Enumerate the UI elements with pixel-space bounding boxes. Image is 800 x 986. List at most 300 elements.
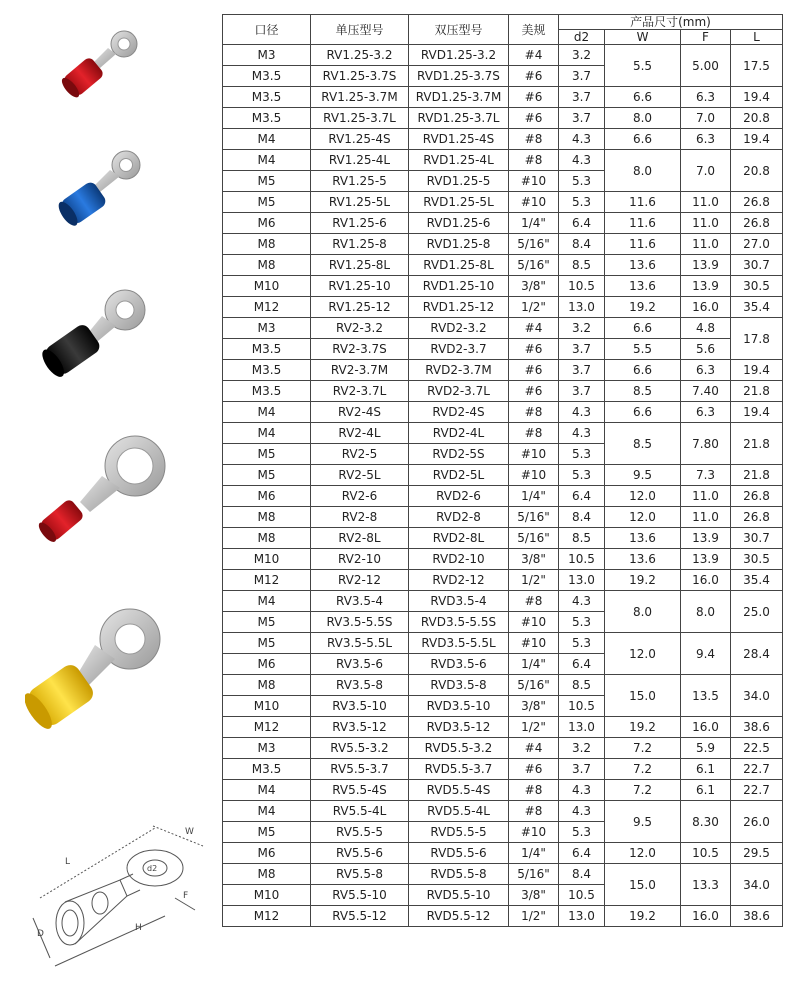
cell-us-standard: 3/8" <box>509 549 559 570</box>
cell-w: 8.0 <box>605 108 681 129</box>
cell-diameter: M12 <box>223 717 311 738</box>
cell-us-standard: #8 <box>509 150 559 171</box>
cell-us-standard: #8 <box>509 129 559 150</box>
cell-f: 13.9 <box>681 549 731 570</box>
table-row <box>223 234 783 255</box>
cell-diameter: M8 <box>223 234 311 255</box>
cell-w: 6.6 <box>605 402 681 423</box>
cell-l: 17.8 <box>731 318 783 360</box>
cell-single-model: RV1.25-4L <box>311 150 409 171</box>
cell-d2: 8.4 <box>559 507 605 528</box>
cell-l: 17.5 <box>731 45 783 87</box>
cell-d2: 3.7 <box>559 66 605 87</box>
cell-us-standard: 1/2" <box>509 570 559 591</box>
dimension-diagram <box>15 818 215 978</box>
cell-single-model: RV1.25-3.7M <box>311 87 409 108</box>
table-row <box>223 486 783 507</box>
cell-d2: 4.3 <box>559 150 605 171</box>
cell-double-model: RVD1.25-8L <box>409 255 509 276</box>
cell-us-standard: #10 <box>509 612 559 633</box>
cell-us-standard: 1/4" <box>509 486 559 507</box>
cell-us-standard: 1/4" <box>509 654 559 675</box>
table-row <box>223 465 783 486</box>
cell-double-model: RVD1.25-3.7M <box>409 87 509 108</box>
cell-single-model: RV3.5-5.5L <box>311 633 409 654</box>
cell-f: 16.0 <box>681 717 731 738</box>
cell-single-model: RV2-4S <box>311 402 409 423</box>
cell-f: 13.9 <box>681 528 731 549</box>
table-row <box>223 549 783 570</box>
cell-single-model: RV1.25-8 <box>311 234 409 255</box>
table-row <box>223 633 783 654</box>
cell-d2: 13.0 <box>559 297 605 318</box>
cell-d2: 8.5 <box>559 675 605 696</box>
cell-l: 30.5 <box>731 276 783 297</box>
table-row <box>223 360 783 381</box>
table-header <box>223 15 783 45</box>
cell-l: 21.8 <box>731 423 783 465</box>
cell-f: 7.0 <box>681 108 731 129</box>
header-us-standard: 美规 <box>509 15 559 45</box>
cell-double-model: RVD3.5-6 <box>409 654 509 675</box>
cell-us-standard: 5/16" <box>509 864 559 885</box>
table-row <box>223 843 783 864</box>
cell-us-standard: 3/8" <box>509 885 559 906</box>
cell-l: 26.8 <box>731 213 783 234</box>
cell-f: 11.0 <box>681 507 731 528</box>
cell-single-model: RV5.5-5 <box>311 822 409 843</box>
cell-double-model: RVD2-3.7 <box>409 339 509 360</box>
cell-single-model: RV2-12 <box>311 570 409 591</box>
cell-f: 7.3 <box>681 465 731 486</box>
cell-single-model: RV3.5-8 <box>311 675 409 696</box>
cell-us-standard: #6 <box>509 360 559 381</box>
cell-l: 26.8 <box>731 486 783 507</box>
cell-single-model: RV3.5-6 <box>311 654 409 675</box>
cell-f: 6.3 <box>681 402 731 423</box>
cell-double-model: RVD3.5-4 <box>409 591 509 612</box>
table-body <box>223 45 783 927</box>
cell-l: 30.5 <box>731 549 783 570</box>
cell-diameter: M5 <box>223 612 311 633</box>
cell-single-model: RV1.25-10 <box>311 276 409 297</box>
cell-diameter: M4 <box>223 801 311 822</box>
cell-us-standard: 5/16" <box>509 234 559 255</box>
blue-ring-terminal-image <box>50 148 160 238</box>
cell-diameter: M6 <box>223 843 311 864</box>
cell-d2: 13.0 <box>559 570 605 591</box>
cell-double-model: RVD1.25-6 <box>409 213 509 234</box>
cell-w: 7.2 <box>605 738 681 759</box>
cell-w: 19.2 <box>605 717 681 738</box>
cell-d2: 10.5 <box>559 549 605 570</box>
cell-double-model: RVD1.25-12 <box>409 297 509 318</box>
cell-d2: 6.4 <box>559 654 605 675</box>
product-image-column <box>0 0 218 986</box>
cell-diameter: M3.5 <box>223 339 311 360</box>
table-row <box>223 780 783 801</box>
cell-double-model: RVD1.25-4L <box>409 150 509 171</box>
cell-double-model: RVD5.5-4L <box>409 801 509 822</box>
table-row <box>223 150 783 171</box>
cell-diameter: M3.5 <box>223 108 311 129</box>
cell-double-model: RVD2-5L <box>409 465 509 486</box>
table-row <box>223 192 783 213</box>
cell-single-model: RV5.5-8 <box>311 864 409 885</box>
cell-d2: 4.3 <box>559 801 605 822</box>
cell-d2: 4.3 <box>559 423 605 444</box>
cell-double-model: RVD3.5-8 <box>409 675 509 696</box>
table-row <box>223 864 783 885</box>
cell-d2: 5.3 <box>559 465 605 486</box>
cell-diameter: M8 <box>223 528 311 549</box>
cell-w: 13.6 <box>605 528 681 549</box>
cell-diameter: M5 <box>223 444 311 465</box>
cell-l: 30.7 <box>731 528 783 549</box>
cell-double-model: RVD3.5-12 <box>409 717 509 738</box>
cell-double-model: RVD1.25-5L <box>409 192 509 213</box>
cell-f: 5.00 <box>681 45 731 87</box>
cell-diameter: M10 <box>223 549 311 570</box>
cell-double-model: RVD2-4L <box>409 423 509 444</box>
cell-diameter: M3 <box>223 318 311 339</box>
cell-double-model: RVD1.25-10 <box>409 276 509 297</box>
cell-w: 12.0 <box>605 486 681 507</box>
cell-l: 22.5 <box>731 738 783 759</box>
header-double-model: 双压型号 <box>409 15 509 45</box>
diagram-label-d: D <box>37 929 44 939</box>
cell-diameter: M3.5 <box>223 759 311 780</box>
cell-f: 5.9 <box>681 738 731 759</box>
table-row <box>223 297 783 318</box>
cell-double-model: RVD5.5-3.7 <box>409 759 509 780</box>
cell-double-model: RVD1.25-3.2 <box>409 45 509 66</box>
header-product-size: 产品尺寸(mm) <box>559 15 783 30</box>
cell-d2: 8.4 <box>559 234 605 255</box>
cell-l: 22.7 <box>731 780 783 801</box>
spec-table <box>222 14 783 927</box>
cell-l: 26.8 <box>731 507 783 528</box>
cell-single-model: RV1.25-6 <box>311 213 409 234</box>
cell-diameter: M10 <box>223 696 311 717</box>
cell-us-standard: #10 <box>509 171 559 192</box>
cell-us-standard: #6 <box>509 66 559 87</box>
red-ring-terminal-large-image <box>30 432 180 552</box>
cell-diameter: M6 <box>223 213 311 234</box>
cell-single-model: RV2-3.2 <box>311 318 409 339</box>
cell-diameter: M5 <box>223 633 311 654</box>
cell-d2: 3.2 <box>559 318 605 339</box>
cell-single-model: RV2-3.7M <box>311 360 409 381</box>
cell-us-standard: #6 <box>509 381 559 402</box>
cell-diameter: M8 <box>223 507 311 528</box>
cell-w: 19.2 <box>605 570 681 591</box>
cell-l: 21.8 <box>731 465 783 486</box>
cell-diameter: M10 <box>223 885 311 906</box>
cell-double-model: RVD2-5S <box>409 444 509 465</box>
cell-l: 19.4 <box>731 402 783 423</box>
cell-double-model: RVD3.5-10 <box>409 696 509 717</box>
cell-diameter: M3.5 <box>223 381 311 402</box>
cell-diameter: M4 <box>223 780 311 801</box>
cell-us-standard: #10 <box>509 465 559 486</box>
cell-l: 26.0 <box>731 801 783 843</box>
cell-double-model: RVD2-6 <box>409 486 509 507</box>
cell-f: 9.4 <box>681 633 731 675</box>
table-row <box>223 423 783 444</box>
cell-f: 10.5 <box>681 843 731 864</box>
cell-d2: 3.7 <box>559 87 605 108</box>
table-row <box>223 402 783 423</box>
cell-f: 7.80 <box>681 423 731 465</box>
cell-d2: 4.3 <box>559 591 605 612</box>
cell-double-model: RVD2-8 <box>409 507 509 528</box>
cell-single-model: RV3.5-10 <box>311 696 409 717</box>
header-l: L <box>731 30 783 45</box>
cell-f: 7.0 <box>681 150 731 192</box>
cell-single-model: RV5.5-4S <box>311 780 409 801</box>
cell-d2: 6.4 <box>559 213 605 234</box>
cell-w: 13.6 <box>605 549 681 570</box>
table-row <box>223 591 783 612</box>
cell-diameter: M4 <box>223 129 311 150</box>
cell-d2: 8.5 <box>559 255 605 276</box>
black-ring-terminal-image <box>40 288 170 388</box>
cell-double-model: RVD5.5-12 <box>409 906 509 927</box>
cell-w: 11.6 <box>605 234 681 255</box>
cell-w: 13.6 <box>605 255 681 276</box>
cell-f: 11.0 <box>681 234 731 255</box>
cell-d2: 3.7 <box>559 759 605 780</box>
cell-f: 6.3 <box>681 360 731 381</box>
cell-us-standard: 1/2" <box>509 717 559 738</box>
cell-l: 38.6 <box>731 906 783 927</box>
cell-us-standard: 1/4" <box>509 213 559 234</box>
cell-f: 16.0 <box>681 297 731 318</box>
cell-f: 8.30 <box>681 801 731 843</box>
cell-single-model: RV5.5-3.2 <box>311 738 409 759</box>
header-single-model: 单压型号 <box>311 15 409 45</box>
diagram-label-w: W <box>185 827 194 837</box>
cell-us-standard: 1/2" <box>509 906 559 927</box>
cell-double-model: RVD1.25-3.7S <box>409 66 509 87</box>
cell-double-model: RVD5.5-10 <box>409 885 509 906</box>
cell-w: 19.2 <box>605 297 681 318</box>
cell-w: 8.0 <box>605 150 681 192</box>
cell-single-model: RV3.5-4 <box>311 591 409 612</box>
cell-d2: 5.3 <box>559 822 605 843</box>
cell-us-standard: 5/16" <box>509 528 559 549</box>
cell-d2: 6.4 <box>559 843 605 864</box>
cell-single-model: RV2-8 <box>311 507 409 528</box>
cell-w: 15.0 <box>605 864 681 906</box>
cell-f: 11.0 <box>681 213 731 234</box>
table-row <box>223 528 783 549</box>
table-row <box>223 738 783 759</box>
cell-double-model: RVD3.5-5.5L <box>409 633 509 654</box>
cell-l: 28.4 <box>731 633 783 675</box>
cell-w: 9.5 <box>605 801 681 843</box>
cell-single-model: RV1.25-5L <box>311 192 409 213</box>
diagram-label-d2: d2 <box>147 864 158 873</box>
cell-f: 13.3 <box>681 864 731 906</box>
cell-us-standard: #8 <box>509 591 559 612</box>
cell-us-standard: 5/16" <box>509 255 559 276</box>
cell-d2: 3.7 <box>559 108 605 129</box>
cell-l: 38.6 <box>731 717 783 738</box>
cell-single-model: RV1.25-4S <box>311 129 409 150</box>
table-row <box>223 759 783 780</box>
cell-double-model: RVD1.25-4S <box>409 129 509 150</box>
cell-f: 13.5 <box>681 675 731 717</box>
cell-diameter: M8 <box>223 255 311 276</box>
cell-single-model: RV2-8L <box>311 528 409 549</box>
cell-double-model: RVD2-10 <box>409 549 509 570</box>
cell-l: 27.0 <box>731 234 783 255</box>
cell-diameter: M4 <box>223 591 311 612</box>
table-row <box>223 570 783 591</box>
cell-double-model: RVD2-3.7M <box>409 360 509 381</box>
cell-us-standard: #10 <box>509 822 559 843</box>
cell-f: 16.0 <box>681 906 731 927</box>
cell-w: 12.0 <box>605 843 681 864</box>
cell-w: 7.2 <box>605 780 681 801</box>
cell-diameter: M10 <box>223 276 311 297</box>
cell-double-model: RVD2-3.2 <box>409 318 509 339</box>
cell-diameter: M4 <box>223 402 311 423</box>
cell-us-standard: #4 <box>509 45 559 66</box>
cell-f: 16.0 <box>681 570 731 591</box>
table-row <box>223 507 783 528</box>
cell-double-model: RVD1.25-8 <box>409 234 509 255</box>
cell-d2: 5.3 <box>559 633 605 654</box>
cell-d2: 13.0 <box>559 717 605 738</box>
cell-single-model: RV2-3.7L <box>311 381 409 402</box>
cell-d2: 3.7 <box>559 360 605 381</box>
cell-diameter: M4 <box>223 423 311 444</box>
cell-d2: 13.0 <box>559 906 605 927</box>
cell-l: 20.8 <box>731 150 783 192</box>
cell-w: 6.6 <box>605 129 681 150</box>
cell-single-model: RV2-3.7S <box>311 339 409 360</box>
cell-d2: 3.7 <box>559 339 605 360</box>
cell-single-model: RV5.5-10 <box>311 885 409 906</box>
cell-diameter: M5 <box>223 465 311 486</box>
table-row <box>223 87 783 108</box>
cell-l: 25.0 <box>731 591 783 633</box>
cell-double-model: RVD5.5-3.2 <box>409 738 509 759</box>
cell-us-standard: #8 <box>509 402 559 423</box>
cell-us-standard: #10 <box>509 444 559 465</box>
cell-diameter: M3.5 <box>223 360 311 381</box>
cell-w: 12.0 <box>605 633 681 675</box>
cell-d2: 10.5 <box>559 276 605 297</box>
cell-diameter: M8 <box>223 864 311 885</box>
table-row <box>223 339 783 360</box>
cell-l: 21.8 <box>731 381 783 402</box>
cell-w: 6.6 <box>605 360 681 381</box>
table-row <box>223 801 783 822</box>
cell-double-model: RVD1.25-5 <box>409 171 509 192</box>
cell-l: 30.7 <box>731 255 783 276</box>
cell-w: 9.5 <box>605 465 681 486</box>
cell-diameter: M6 <box>223 486 311 507</box>
cell-diameter: M3 <box>223 45 311 66</box>
cell-single-model: RV1.25-3.2 <box>311 45 409 66</box>
cell-d2: 5.3 <box>559 192 605 213</box>
header-diameter: 口径 <box>223 15 311 45</box>
cell-w: 8.5 <box>605 423 681 465</box>
cell-double-model: RVD5.5-4S <box>409 780 509 801</box>
cell-diameter: M12 <box>223 570 311 591</box>
cell-single-model: RV3.5-5.5S <box>311 612 409 633</box>
cell-double-model: RVD5.5-5 <box>409 822 509 843</box>
cell-diameter: M12 <box>223 906 311 927</box>
cell-us-standard: 5/16" <box>509 675 559 696</box>
cell-l: 34.0 <box>731 864 783 906</box>
cell-single-model: RV1.25-5 <box>311 171 409 192</box>
cell-us-standard: #8 <box>509 423 559 444</box>
cell-single-model: RV2-5 <box>311 444 409 465</box>
cell-d2: 5.3 <box>559 612 605 633</box>
cell-w: 8.0 <box>605 591 681 633</box>
table-row <box>223 255 783 276</box>
cell-l: 19.4 <box>731 129 783 150</box>
cell-double-model: RVD5.5-6 <box>409 843 509 864</box>
cell-w: 13.6 <box>605 276 681 297</box>
table-row <box>223 276 783 297</box>
table-row <box>223 318 783 339</box>
cell-single-model: RV1.25-8L <box>311 255 409 276</box>
cell-us-standard: #10 <box>509 633 559 654</box>
cell-single-model: RV5.5-4L <box>311 801 409 822</box>
diagram-label-f: F <box>183 891 189 901</box>
cell-us-standard: 1/4" <box>509 843 559 864</box>
cell-diameter: M5 <box>223 171 311 192</box>
cell-f: 11.0 <box>681 486 731 507</box>
cell-diameter: M3 <box>223 738 311 759</box>
cell-w: 8.5 <box>605 381 681 402</box>
diagram-label-l: L <box>65 857 71 867</box>
cell-f: 13.9 <box>681 276 731 297</box>
cell-double-model: RVD5.5-8 <box>409 864 509 885</box>
cell-d2: 5.3 <box>559 171 605 192</box>
cell-single-model: RV3.5-12 <box>311 717 409 738</box>
cell-d2: 4.3 <box>559 780 605 801</box>
header-f: F <box>681 30 731 45</box>
cell-w: 19.2 <box>605 906 681 927</box>
cell-w: 6.6 <box>605 318 681 339</box>
cell-w: 5.5 <box>605 45 681 87</box>
cell-single-model: RV5.5-12 <box>311 906 409 927</box>
yellow-ring-terminal-image <box>25 605 185 735</box>
cell-d2: 4.3 <box>559 129 605 150</box>
cell-us-standard: #6 <box>509 759 559 780</box>
cell-single-model: RV2-5L <box>311 465 409 486</box>
cell-f: 6.1 <box>681 759 731 780</box>
cell-us-standard: #6 <box>509 339 559 360</box>
cell-w: 6.6 <box>605 87 681 108</box>
cell-us-standard: 3/8" <box>509 276 559 297</box>
cell-single-model: RV1.25-3.7S <box>311 66 409 87</box>
cell-us-standard: #4 <box>509 738 559 759</box>
cell-f: 6.1 <box>681 780 731 801</box>
cell-d2: 3.2 <box>559 738 605 759</box>
cell-diameter: M5 <box>223 192 311 213</box>
cell-d2: 8.4 <box>559 864 605 885</box>
cell-us-standard: 3/8" <box>509 696 559 717</box>
cell-w: 15.0 <box>605 675 681 717</box>
